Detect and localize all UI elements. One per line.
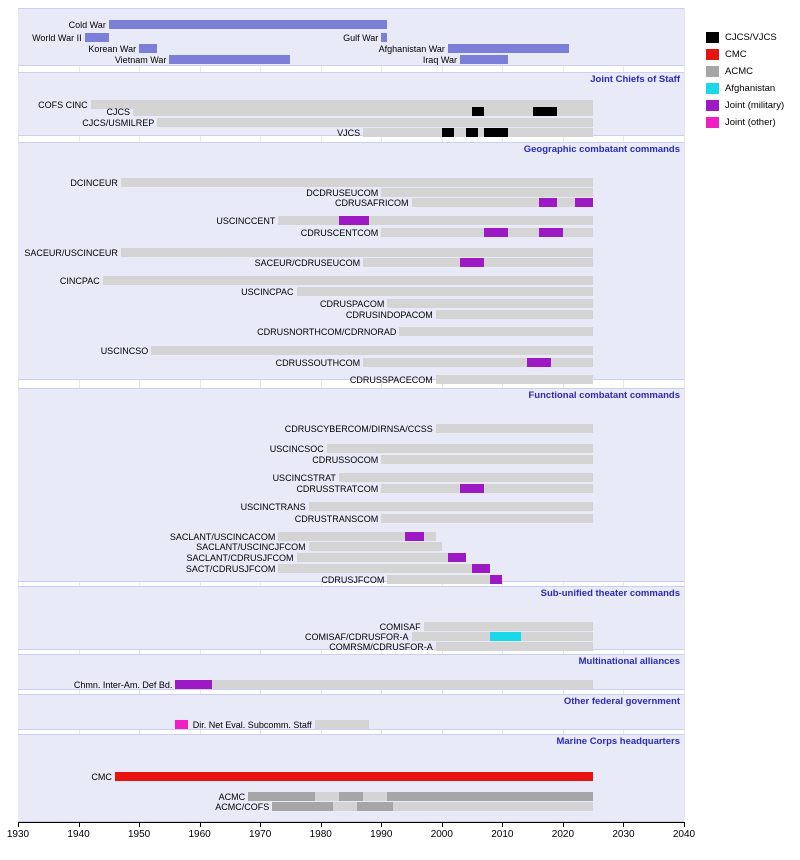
- timeline-bar: [278, 564, 490, 573]
- axis-tick: [79, 822, 80, 827]
- section-label-sub-unified-theater-commands: Sub-unified theater commands: [540, 588, 680, 599]
- axis-tick: [200, 822, 201, 827]
- war-label: Afghanistan War: [378, 44, 445, 54]
- axis-tick: [139, 822, 140, 827]
- timeline-bar: [399, 327, 593, 336]
- timeline-row-label: ACMC/COFS: [215, 802, 270, 812]
- legend-item: [706, 115, 798, 130]
- war-bar: [139, 44, 157, 53]
- legend-swatch: [706, 32, 719, 43]
- timeline-bar-highlight: [490, 575, 502, 584]
- section-label-marine-corps-headquarters: Marine Corps headquarters: [556, 736, 680, 747]
- war-bar: [109, 20, 388, 29]
- timeline-bar: [387, 575, 502, 584]
- timeline-bar-highlight: [472, 107, 484, 116]
- timeline-bar-highlight: [472, 564, 490, 573]
- timeline-bar-highlight: [533, 107, 557, 116]
- timeline-bar: [424, 622, 594, 631]
- timeline-bar-highlight: [387, 792, 593, 801]
- axis-tick: [442, 822, 443, 827]
- war-label: Iraq War: [422, 55, 457, 65]
- timeline-bar-highlight: [115, 772, 593, 781]
- timeline-row-label: CDRUSSPACECOM: [349, 375, 433, 385]
- timeline-bar-highlight: [357, 802, 393, 811]
- axis-tick: [563, 822, 564, 827]
- legend-item: [706, 98, 798, 113]
- legend-label: CJCS/VJCS: [725, 32, 777, 43]
- timeline-bar-highlight: [527, 358, 551, 367]
- timeline-row-label: CJCS/USMILREP: [82, 118, 155, 128]
- timeline-bar-highlight: [272, 802, 333, 811]
- war-label: Korean War: [88, 44, 137, 54]
- timeline-row-label: COFS CINC: [38, 100, 88, 110]
- timeline-row-label: SACEUR/CDRUSEUCOM: [254, 258, 361, 268]
- axis-tick-label: 2020: [551, 829, 575, 840]
- timeline-bar: [103, 276, 593, 285]
- timeline-bar: [175, 680, 593, 689]
- timeline-bar: [309, 542, 442, 551]
- war-bar: [381, 33, 387, 42]
- timeline-bar: [436, 424, 593, 433]
- timeline-bar-highlight: [175, 720, 187, 729]
- timeline-bar-highlight: [466, 128, 478, 137]
- section-label-other-federal-government: Other federal government: [563, 696, 680, 707]
- war-bar: [460, 55, 508, 64]
- timeline-row-label: Chmn. Inter-Am. Def Bd.: [73, 680, 173, 690]
- axis-tick: [321, 822, 322, 827]
- timeline-row-label: SACLANT/CDRUSJFCOM: [186, 553, 294, 563]
- legend-swatch: [706, 49, 719, 60]
- war-bar: [448, 44, 569, 53]
- plot-area: [18, 8, 684, 820]
- timeline-bar: [363, 358, 593, 367]
- timeline-bar: [436, 375, 593, 384]
- legend-item: [706, 81, 798, 96]
- axis-tick: [18, 822, 19, 827]
- timeline-row-label: ACMC: [218, 792, 246, 802]
- legend-item: [706, 64, 798, 79]
- timeline-bar: [315, 720, 369, 729]
- axis-tick: [381, 822, 382, 827]
- legend-label: Joint (military): [725, 100, 785, 111]
- section-label-geographic-combatant-commands: Geographic combatant commands: [523, 144, 680, 155]
- war-bar: [85, 33, 109, 42]
- timeline-row-label: SACT/CDRUSJFCOM: [185, 564, 276, 574]
- timeline-bar-highlight: [448, 553, 466, 562]
- timeline-row-label: COMISAF: [379, 622, 421, 632]
- axis-tick-label: 1990: [370, 829, 393, 840]
- timeline-row-label: CDRUSAFRICOM: [335, 198, 409, 208]
- legend-label: Afghanistan: [725, 83, 776, 94]
- timeline-bar-highlight: [460, 484, 484, 493]
- timeline-row-label: COMRSM/CDRUSFOR-A: [329, 642, 433, 652]
- chart-legend: [706, 30, 798, 132]
- timeline-bar: [381, 455, 593, 464]
- timeline-bar: [436, 642, 593, 651]
- timeline-bar-highlight: [248, 792, 315, 801]
- axis-tick-label: 2010: [491, 829, 514, 840]
- timeline-row-label: USCINCCENT: [216, 216, 276, 226]
- axis-tick: [260, 822, 261, 827]
- timeline-bar-highlight: [460, 258, 484, 267]
- legend-label: Joint (other): [725, 117, 776, 128]
- timeline-row-label: CINCPAC: [59, 276, 100, 286]
- timeline-bar-highlight: [539, 198, 557, 207]
- axis-tick: [502, 822, 503, 827]
- timeline-row-label: USCINCPAC: [241, 287, 294, 297]
- timeline-bar: [121, 178, 593, 187]
- timeline-bar: [297, 287, 594, 296]
- axis-tick: [684, 822, 685, 827]
- war-label: World War II: [32, 33, 82, 43]
- timeline-bar-highlight: [175, 680, 211, 689]
- x-axis: [18, 822, 684, 823]
- timeline-bar: [339, 473, 593, 482]
- war-label: Cold War: [68, 20, 106, 30]
- timeline-row-label: CDRUSJFCOM: [321, 575, 385, 585]
- timeline-row-label: DCINCEUR: [70, 178, 118, 188]
- timeline-row-label: USCINCSOC: [269, 444, 324, 454]
- section-label-joint-chiefs-of-staff: Joint Chiefs of Staff: [590, 74, 680, 85]
- timeline-bar: [363, 128, 593, 137]
- timeline-bar-highlight: [405, 532, 423, 541]
- timeline-row-label: SACEUR/USCINCEUR: [24, 248, 118, 258]
- gridline: [684, 8, 685, 820]
- timeline-bar-highlight: [484, 128, 508, 137]
- axis-tick: [623, 822, 624, 827]
- axis-tick-label: 2030: [612, 829, 635, 840]
- axis-tick-label: 1970: [249, 829, 272, 840]
- timeline-row-label: USCINCTRANS: [240, 502, 306, 512]
- war-bar: [169, 55, 290, 64]
- axis-tick-label: 1960: [188, 829, 211, 840]
- war-label: Gulf War: [343, 33, 379, 43]
- timeline-row-label: SACLANT/USCINCACOM: [169, 532, 276, 542]
- timeline-row-label: CDRUSSOUTHCOM: [275, 358, 361, 368]
- legend-swatch: [706, 117, 719, 128]
- timeline-bar-highlight: [539, 228, 563, 237]
- timeline-bar: [121, 248, 593, 257]
- axis-tick-label: 1940: [67, 829, 90, 840]
- timeline-bar: [327, 444, 593, 453]
- legend-swatch: [706, 83, 719, 94]
- timeline-row-label: CMC: [91, 772, 112, 782]
- timeline-bar: [297, 553, 467, 562]
- timeline-bar: [381, 514, 593, 523]
- timeline-bar-highlight: [575, 198, 593, 207]
- axis-tick-label: 2040: [672, 829, 696, 840]
- section-label-functional-combatant-commands: Functional combatant commands: [528, 390, 680, 401]
- timeline-row-label: CDRUSTRANSCOM: [294, 514, 379, 524]
- timeline-bar: [381, 188, 593, 197]
- axis-tick-label: 2000: [430, 829, 453, 840]
- timeline-row-label: CDRUSINDOPACOM: [345, 310, 433, 320]
- timeline-bar: [309, 502, 594, 511]
- timeline-row-label: CDRUSPACOM: [319, 299, 385, 309]
- legend-item: [706, 47, 798, 62]
- section-label-multinational-alliances: Multinational alliances: [578, 656, 680, 667]
- axis-tick-label: 1930: [6, 829, 30, 840]
- timeline-bar: [412, 198, 594, 207]
- timeline-row-label: CDRUSSOCOM: [312, 455, 379, 465]
- legend-item: [706, 30, 798, 45]
- timeline-bar: [157, 118, 593, 127]
- timeline-row-label: DCDRUSEUCOM: [306, 188, 379, 198]
- legend-label: CMC: [725, 49, 747, 60]
- timeline-bar-highlight: [484, 228, 508, 237]
- timeline-bar: [133, 107, 593, 116]
- war-label: Vietnam War: [114, 55, 167, 65]
- timeline-bar-highlight: [490, 632, 520, 641]
- timeline-bar-highlight: [442, 128, 454, 137]
- timeline-row-label: SACLANT/USCINCJFCOM: [196, 542, 306, 552]
- timeline-row-label: COMISAF/CDRUSFOR-A: [305, 632, 409, 642]
- timeline-row-label: CDRUSCYBERCOM/DIRNSA/CCSS: [284, 424, 433, 434]
- legend-swatch: [706, 100, 719, 111]
- timeline-row-label: CDRUSNORTHCOM/CDRNORAD: [257, 327, 397, 337]
- timeline-row-label: USCINCSO: [100, 346, 149, 356]
- timeline-bar: [436, 310, 593, 319]
- axis-tick-label: 1950: [127, 829, 151, 840]
- timeline-row-label: CJCS: [106, 107, 131, 117]
- timeline-row-label: CDRUSCENTCOM: [300, 228, 379, 238]
- timeline-bar: [387, 299, 593, 308]
- timeline-row-label: CDRUSSTRATCOM: [296, 484, 379, 494]
- timeline-row-label: Dir. Net Eval. Subcomm. Staff: [192, 720, 312, 730]
- timeline-bar-highlight: [339, 216, 369, 225]
- timeline-row-label: USCINCSTRAT: [272, 473, 336, 483]
- timeline-bar: [278, 216, 593, 225]
- legend-label: ACMC: [725, 66, 753, 77]
- axis-tick-label: 1980: [309, 829, 332, 840]
- timeline-row-label: VJCS: [337, 128, 361, 138]
- timeline-bar: [381, 484, 593, 493]
- timeline-bar: [151, 346, 593, 355]
- timeline-bar-highlight: [339, 792, 363, 801]
- legend-swatch: [706, 66, 719, 77]
